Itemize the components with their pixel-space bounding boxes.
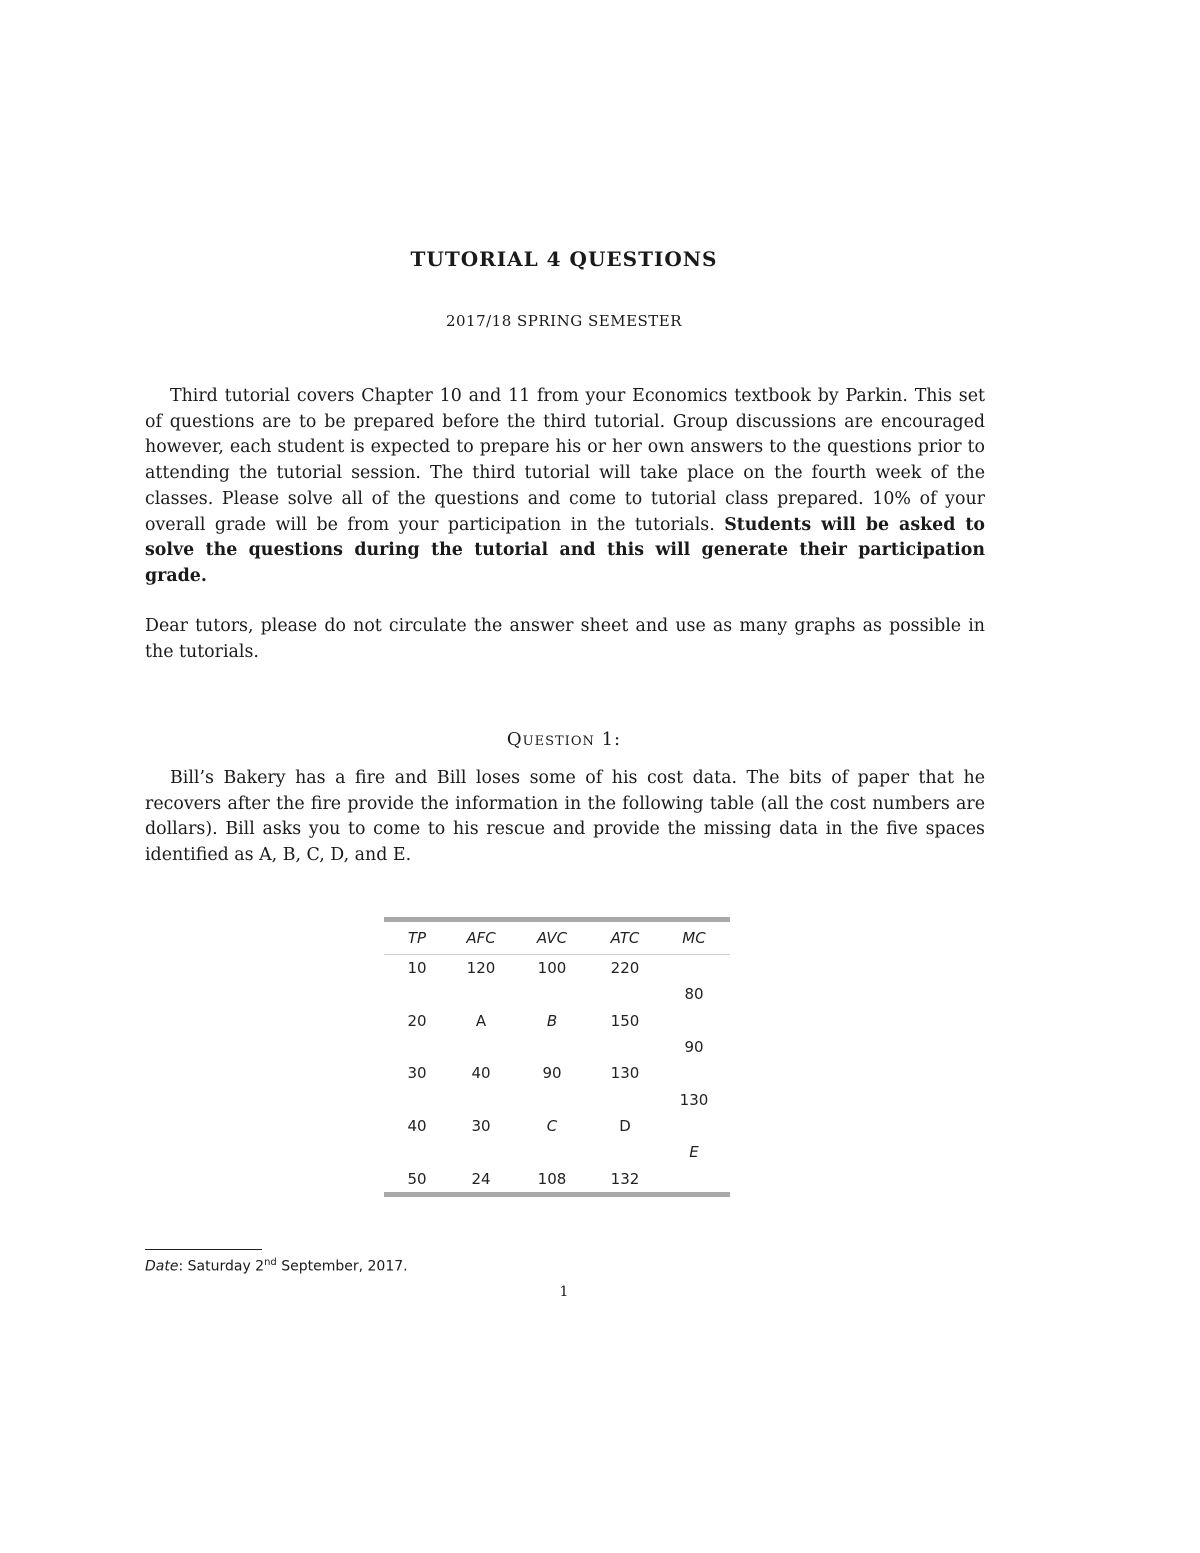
footnote-date-pre: : Saturday 2 xyxy=(178,1258,265,1275)
cell-mc: 130 xyxy=(679,1090,709,1109)
header-avc: AVC xyxy=(536,929,568,947)
footnote-date-sup: nd xyxy=(264,1257,277,1268)
question-heading: Question 1: xyxy=(506,729,622,750)
header-tp: TP xyxy=(407,929,427,947)
cell-avc: 90 xyxy=(542,1064,562,1083)
table-row-mc xyxy=(384,1139,730,1165)
footnote-date-post: September, 2017. xyxy=(276,1258,408,1275)
cell-tp: 30 xyxy=(407,1064,427,1083)
cell-afc: A xyxy=(475,1011,487,1030)
cell-afc: 120 xyxy=(466,959,496,978)
cell-atc: 150 xyxy=(610,1011,640,1030)
cell-afc: 24 xyxy=(471,1169,491,1188)
header-atc: ATC xyxy=(610,929,640,947)
intro-paragraph xyxy=(145,384,985,590)
header-mc: MC xyxy=(682,929,706,947)
cell-afc: 40 xyxy=(471,1064,491,1083)
cell-avc: C xyxy=(546,1116,558,1135)
cell-tp: 20 xyxy=(407,1011,427,1030)
document-subtitle: 2017/18 SPRING SEMESTER xyxy=(445,312,683,330)
cell-mc: 80 xyxy=(684,985,704,1004)
table-header-row xyxy=(384,922,730,955)
intro-bold-text: Students will be asked to solve the questions during the tutorial and this will generate their participation grade. xyxy=(145,514,985,586)
cell-mc: 90 xyxy=(684,1038,704,1057)
cost-table xyxy=(384,917,730,1197)
tutor-note: Dear tutors, please do not circulate the answer sheet and use as many graphs as possible in the tutorials. xyxy=(145,616,985,662)
table-row xyxy=(384,1113,730,1139)
cell-avc: 108 xyxy=(537,1169,567,1188)
cell-tp: 10 xyxy=(407,959,427,978)
cell-mc: E xyxy=(689,1143,699,1162)
cell-atc: 132 xyxy=(610,1169,640,1188)
cell-afc: 30 xyxy=(471,1116,491,1135)
table-row xyxy=(384,1165,730,1191)
document-title: TUTORIAL 4 QUESTIONS xyxy=(410,247,718,271)
cell-atc: D xyxy=(619,1116,631,1135)
page-number: 1 xyxy=(559,1284,569,1300)
cell-tp: 40 xyxy=(407,1116,427,1135)
header-afc: AFC xyxy=(466,929,496,947)
table-row-mc xyxy=(384,1034,730,1060)
table-row xyxy=(384,1060,730,1086)
question-text: Bill’s Bakery has a fire and Bill loses some of his cost data. The bits of paper that he recovers after the fire provide the information in the following table (all the cost numbers are dollars). Bill asks you to come to his rescue and provide the missing data in the five spaces identified as A, B, C, D, and E. xyxy=(145,768,985,866)
footnote-label: Date xyxy=(145,1258,179,1275)
table-row-mc xyxy=(384,981,730,1007)
intro-text: Third tutorial covers Chapter 10 and 11 from your Economics textbook by Parkin. This set of questions are to be prepared before the third tutorial. Group discussions are encouraged however, each student is expected to prepare his or her own answers to the questions prior to attending the tutorial session. The third tutorial will take place on the fourth week of the classes. Please solve all of the questions and come to tutorial class prepared. 10% of your overall grade will be from your participation in the tutorials. xyxy=(145,386,985,535)
cell-avc: 100 xyxy=(537,959,567,978)
footnote-divider xyxy=(145,1249,262,1250)
table-row-mc xyxy=(384,1086,730,1112)
cell-tp: 50 xyxy=(407,1169,427,1188)
table-row xyxy=(384,1008,730,1034)
table-row xyxy=(384,955,730,981)
cell-atc: 130 xyxy=(610,1064,640,1083)
cell-atc: 220 xyxy=(610,959,640,978)
footnote xyxy=(145,1257,408,1275)
cell-avc: B xyxy=(546,1011,558,1030)
